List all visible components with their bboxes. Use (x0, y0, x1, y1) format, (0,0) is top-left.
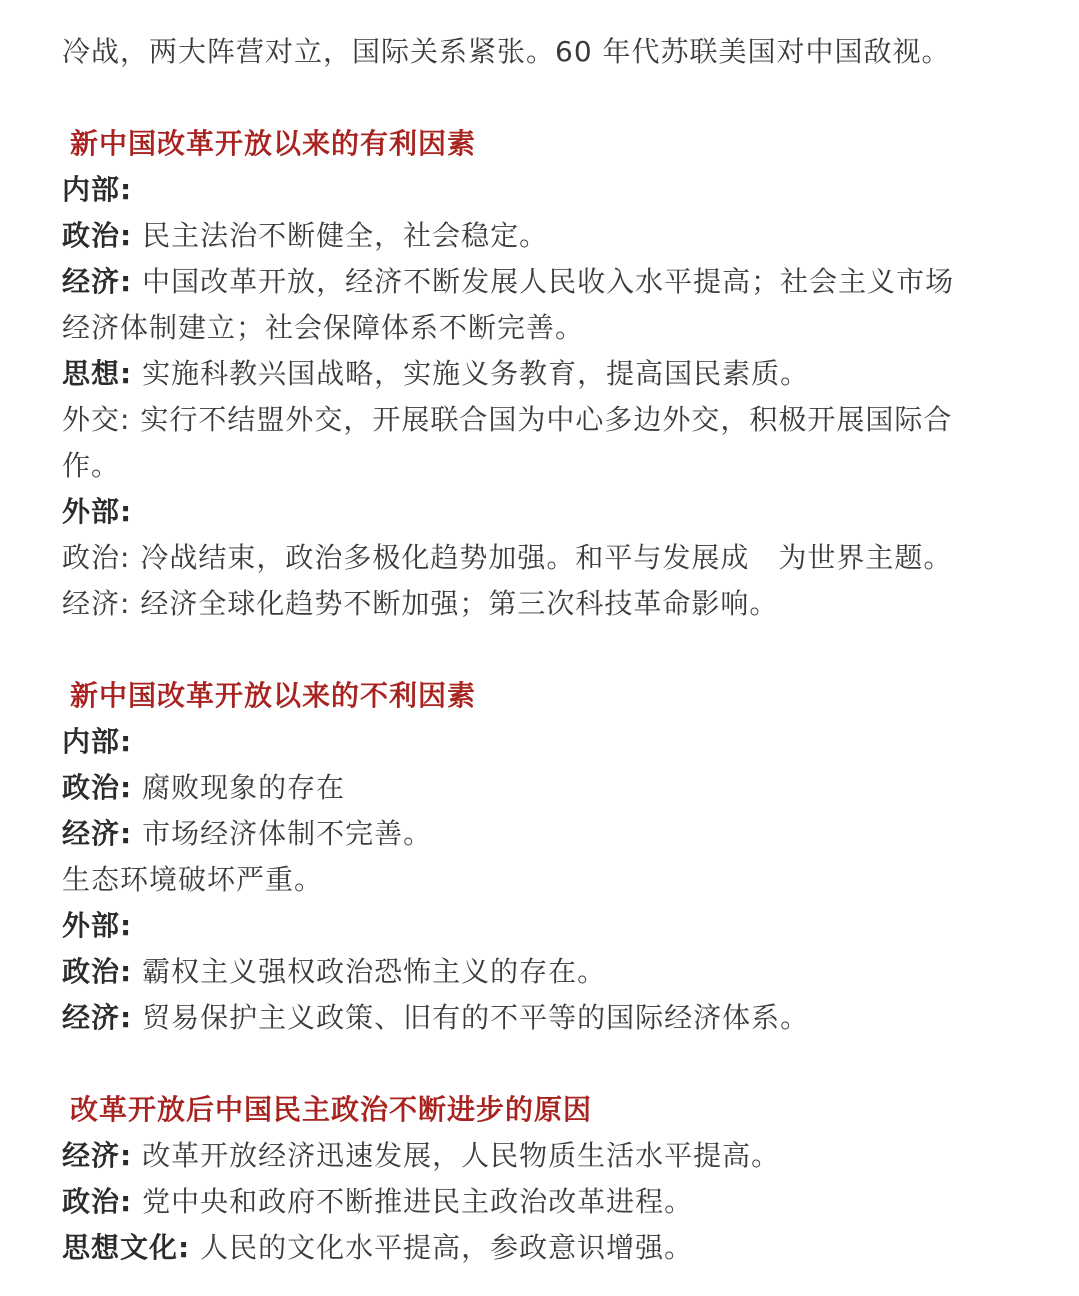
external-politics-text: 冷战结束，政治多极化趋势加强。和平与发展成 为世界主题。 (140, 541, 953, 574)
s2-external-politics-text: 霸权主义强权政治恐怖主义的存在。 (142, 955, 607, 988)
internal-label: 内部: (62, 173, 133, 206)
s3-politics-line (62, 1179, 1022, 1225)
s3-economy-line (62, 1133, 1022, 1179)
economy-line (62, 259, 1022, 305)
s2-external-politics-line (62, 949, 1022, 995)
s3-culture-text: 人民的文化水平提高，参政意识增强。 (200, 1231, 694, 1264)
s2-economy-text: 市场经济体制不完善。 (142, 817, 433, 850)
s3-politics-text: 党中央和政府不断推进民主政治改革进程。 (142, 1185, 694, 1218)
economy-text: 中国改革开放，经济不断发展人民收入水平提高；社会主义市场 (142, 265, 955, 298)
s2-politics-text: 腐败现象的存在 (142, 771, 346, 804)
s2-ecology-text: 生态环境破坏严重。 (62, 863, 324, 896)
section-heading-reasons: 改革开放后中国民主政治不断进步的原因 (70, 1093, 593, 1126)
s2-economy-label: 经济: (62, 817, 133, 850)
external-label-line (62, 489, 1022, 535)
s2-external-politics-label: 政治: (62, 955, 133, 988)
politics-line (62, 213, 1022, 259)
intro-line (62, 29, 1022, 75)
external-economy-label: 经济: (62, 587, 131, 620)
diplomacy-line-continued (62, 443, 1022, 489)
thought-line (62, 351, 1022, 397)
diplomacy-text: 实行不结盟外交，开展联合国为中心多边外交，积极开展国际合 (140, 403, 953, 436)
external-politics-label: 政治: (62, 541, 131, 574)
s3-economy-label: 经济: (62, 1139, 133, 1172)
s3-culture-label: 思想文化: (62, 1231, 191, 1264)
s2-external-economy-label: 经济: (62, 1001, 133, 1034)
s2-politics-line (62, 765, 1022, 811)
s2-external-label: 外部: (62, 909, 133, 942)
s3-economy-text: 改革开放经济迅速发展，人民物质生活水平提高。 (142, 1139, 781, 1172)
politics-text: 民主法治不断健全，社会稳定。 (142, 219, 549, 252)
external-economy-line (62, 581, 1022, 627)
s2-external-label-line (62, 903, 1022, 949)
s2-internal-label-line (62, 719, 1022, 765)
intro-text: 冷战，两大阵营对立，国际关系紧张。60 年代苏联美国对中国敌视。 (62, 35, 951, 68)
diplomacy-line (62, 397, 1022, 443)
s2-politics-label: 政治: (62, 771, 133, 804)
section-heading-favorable: 新中国改革开放以来的有利因素 (70, 127, 477, 160)
s3-culture-line (62, 1225, 1022, 1271)
external-politics-line (62, 535, 1022, 581)
s2-ecology-line (62, 857, 1022, 903)
internal-label-line (62, 167, 1022, 213)
s2-economy-line (62, 811, 1022, 857)
s2-external-economy-line (62, 995, 1022, 1041)
economy-label: 经济: (62, 265, 133, 298)
diplomacy-label: 外交: (62, 403, 131, 436)
thought-text: 实施科教兴国战略，实施义务教育，提高国民素质。 (142, 357, 810, 390)
external-economy-text: 经济全球化趋势不断加强；第三次科技革命影响。 (140, 587, 779, 620)
politics-label: 政治: (62, 219, 133, 252)
s2-external-economy-text: 贸易保护主义政策、旧有的不平等的国际经济体系。 (142, 1001, 810, 1034)
thought-label: 思想: (62, 357, 133, 390)
economy-line-continued (62, 305, 1022, 351)
diplomacy-text-continued: 作。 (62, 449, 121, 482)
external-label: 外部: (62, 495, 133, 528)
s3-politics-label: 政治: (62, 1185, 133, 1218)
economy-text-continued: 经济体制建立；社会保障体系不断完善。 (62, 311, 585, 344)
section-heading-unfavorable: 新中国改革开放以来的不利因素 (70, 679, 477, 712)
s2-internal-label: 内部: (62, 725, 133, 758)
